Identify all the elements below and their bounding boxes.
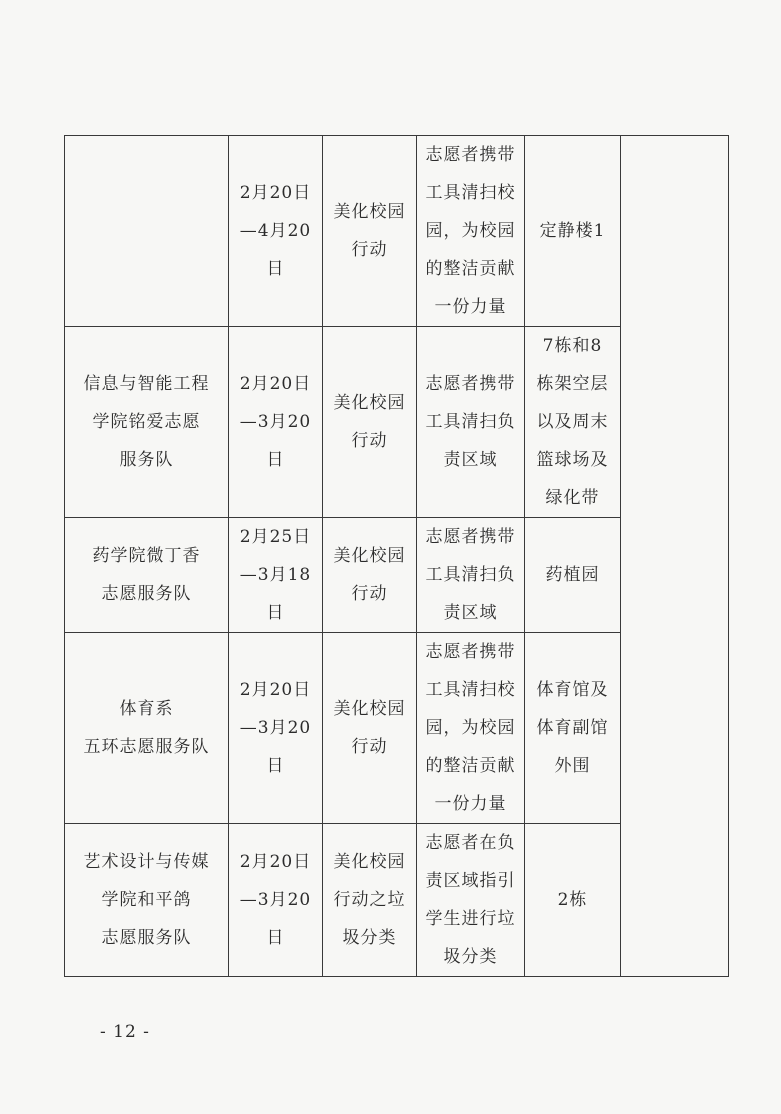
cell-line: 圾分类: [342, 928, 397, 948]
cell-line: 学院铭爱志愿: [92, 412, 201, 432]
table-row: [65, 136, 729, 327]
location-cell: [525, 633, 621, 824]
cell-line: —4月20日: [239, 221, 312, 279]
cell-line: 行动: [351, 431, 388, 451]
activity-cell: [323, 633, 417, 824]
cell-line: —3月18日: [239, 565, 312, 623]
cell-line: 行动: [351, 240, 388, 260]
cell-line: 园，为校园: [425, 718, 516, 738]
cell-line: 2月25日: [239, 527, 312, 547]
cell-line: 艺术设计与传媒: [83, 852, 210, 872]
activity-cell: [323, 327, 417, 518]
cell-line: 2月20日: [239, 183, 312, 203]
cell-line: 的整洁贡献: [425, 259, 516, 279]
cell-line: 五环志愿服务队: [83, 737, 210, 757]
cell-line: 药植园: [545, 565, 600, 585]
cell-line: 责区域指引: [425, 871, 516, 891]
cell-line: 园，为校园: [425, 221, 516, 241]
cell-line: 志愿者携带: [425, 145, 516, 165]
cell-line: 体育系: [119, 699, 174, 719]
cell-line: 责区域: [443, 450, 498, 470]
content-cell: [417, 136, 525, 327]
team-cell: [65, 824, 229, 977]
cell-line: 工具清扫负: [425, 565, 516, 585]
team-cell: [65, 633, 229, 824]
cell-line: 志愿者在负: [425, 833, 516, 853]
cell-line: 以及周末: [536, 412, 609, 432]
activity-cell: [323, 518, 417, 633]
cell-line: —3月20日: [239, 718, 312, 776]
cell-line: 美化校园: [333, 202, 406, 222]
cell-line: 行动: [351, 737, 388, 757]
cell-line: 绿化带: [545, 488, 600, 508]
cell-line: —3月20日: [239, 412, 312, 470]
location-cell: [525, 327, 621, 518]
cell-line: —3月20日: [239, 890, 312, 948]
team-cell: [65, 327, 229, 518]
cell-line: 美化校园: [333, 852, 406, 872]
cell-line: 体育副馆: [536, 718, 609, 738]
date-cell: [229, 824, 323, 977]
cell-line: 圾分类: [443, 947, 498, 967]
cell-line: 工具清扫校: [425, 680, 516, 700]
date-cell: [229, 136, 323, 327]
cell-line: 美化校园: [333, 699, 406, 719]
cell-line: 行动: [351, 584, 388, 604]
location-cell: [525, 824, 621, 977]
team-cell: [65, 136, 229, 327]
cell-line: 美化校园: [333, 393, 406, 413]
team-cell: [65, 518, 229, 633]
location-cell: [525, 136, 621, 327]
cell-line: 志愿者携带: [425, 374, 516, 394]
cell-line: 志愿服务队: [101, 928, 192, 948]
content-cell: [417, 518, 525, 633]
cell-line: 工具清扫校: [425, 183, 516, 203]
cell-line: 学生进行垃: [425, 909, 516, 929]
activity-cell: [323, 136, 417, 327]
content-cell: [417, 824, 525, 977]
cell-line: 美化校园: [333, 546, 406, 566]
cell-line: 7栋和8: [542, 336, 603, 356]
content-cell: [417, 327, 525, 518]
cell-line: 2月20日: [239, 680, 312, 700]
location-cell: [525, 518, 621, 633]
activity-cell: [323, 824, 417, 977]
cell-line: 体育馆及: [536, 680, 609, 700]
cell-line: 外围: [554, 756, 591, 776]
content-cell: [417, 633, 525, 824]
cell-line: 2月20日: [239, 852, 312, 872]
remarks-cell: [621, 136, 729, 977]
page-number: - 12 -: [100, 1022, 150, 1042]
cell-line: 行动之垃: [333, 890, 406, 910]
cell-line: 学院和平鸽: [101, 890, 192, 910]
cell-line: 志愿者携带: [425, 642, 516, 662]
cell-line: 一份力量: [434, 794, 507, 814]
date-cell: [229, 518, 323, 633]
cell-line: 服务队: [119, 450, 174, 470]
date-cell: [229, 327, 323, 518]
cell-line: 责区域: [443, 603, 498, 623]
cell-line: 一份力量: [434, 297, 507, 317]
cell-line: 信息与智能工程: [83, 374, 210, 394]
cell-line: 栋架空层: [536, 374, 609, 394]
cell-line: 药学院微丁香: [92, 546, 201, 566]
cell-line: 2栋: [557, 890, 588, 910]
date-cell: [229, 633, 323, 824]
cell-line: 志愿者携带: [425, 527, 516, 547]
volunteer-activity-table: [64, 135, 729, 977]
cell-line: 的整洁贡献: [425, 756, 516, 776]
cell-line: 篮球场及: [536, 450, 609, 470]
cell-line: 志愿服务队: [101, 584, 192, 604]
cell-line: 2月20日: [239, 374, 312, 394]
cell-line: 工具清扫负: [425, 412, 516, 432]
cell-line: 定静楼1: [539, 221, 606, 241]
